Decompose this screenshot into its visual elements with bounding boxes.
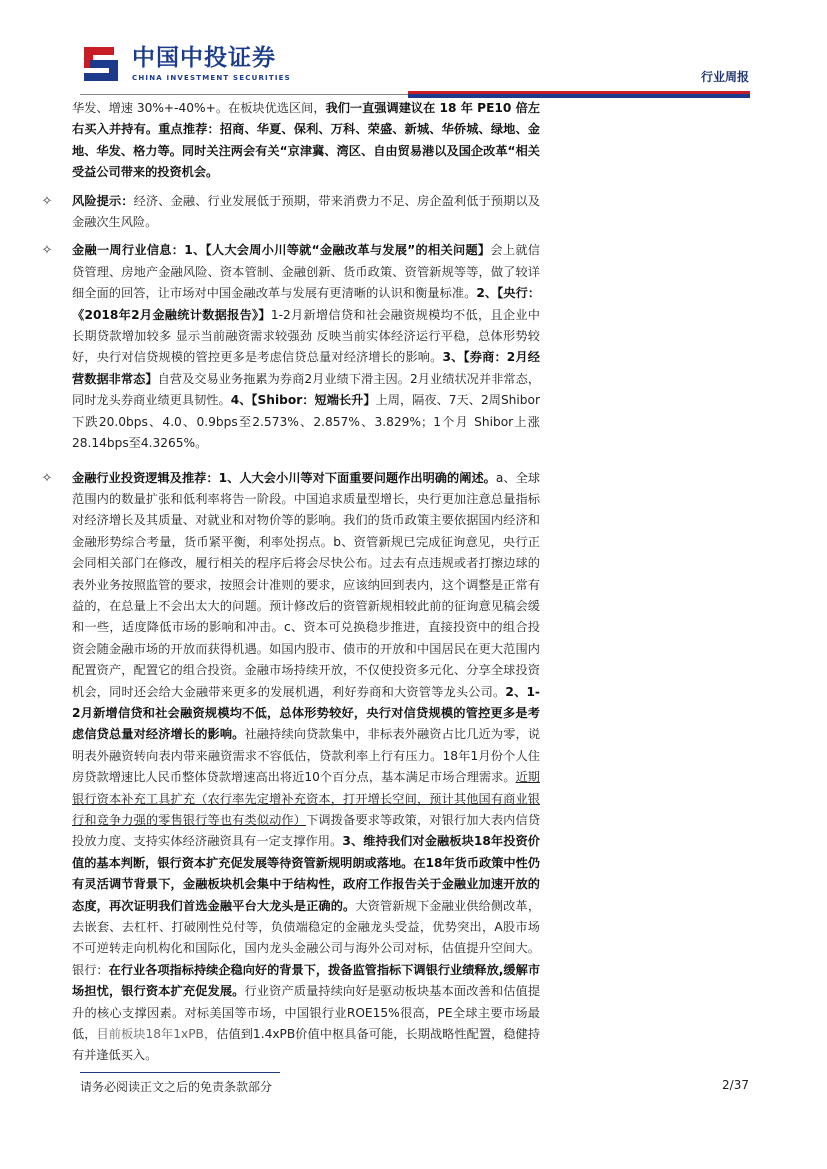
paragraph-text: [40, 191, 540, 234]
text-segment: 行业资产质量持续向好是驱动板块基本面改善和估值提升的核心支撑因素。对标美国等市场，中国银行业ROE15%很高，PE全球主要市场最低，: [72, 984, 541, 1042]
paragraph-text: [40, 240, 540, 454]
bold-heading: 金融一周行业信息：1、【人大会周小川等就“金融改革与发展”的相关问题】: [72, 243, 491, 258]
header-divider-gray: [80, 94, 408, 95]
diamond-bullet-icon: ✧: [41, 243, 53, 259]
diamond-bullet-icon: ✧: [41, 470, 53, 486]
diamond-bullet-icon: ✧: [41, 193, 53, 209]
report-body: [40, 98, 540, 1067]
bold-heading: 金融行业投资逻辑及推荐：1、人大会小川等对下面重要问题作出明确的阐述。: [72, 470, 496, 485]
bold-recommendation: 我们一直强调建议在 18 年 PE10 倍左右买入并持有。重点推荐：招商、华夏、保利、万科、荣盛、新城、华侨城、绿地、金地、华发、格力等。同时关注两会有关“京津冀、湾区、自由贸易港以及国企改革“相关受益公司带来的投资机会。: [72, 101, 540, 180]
text-segment: 会上就信贷管理、房地产金融风险、资本管制、金融创新、货币政策、资管新规等等，做了较详细全面的回答，让市场对中国金融改革与发展有更清晰的认识和衡量标准。: [72, 243, 540, 301]
bold-heading: 3、【券商：2月经营数据非常态】: [72, 350, 540, 386]
bold-heading: 在行业各项指标持续企稳向好的背景下，拨备监管指标下调银行业绩释放,缓解市场担忧，银行资本扩充促发展。: [72, 962, 541, 999]
underlined-text: 近期银行资本补充工具扩充（农行率先定增补充资本，打开增长空间，预计其他国有商业银行和竞争力强的零售银行等也有类似动作）: [72, 770, 540, 827]
text-segment: 大资管新规下金融业供给侧改革，去嵌套、去杠杆、打破刚性兑付等，负债端稳定的金融龙头受益，优势突出，A股市场不可逆转走向机构化和国际化，国内龙头金融公司与海外公司对标，估值提升空间大。银行：: [72, 898, 541, 977]
logo-english-name: CHINA INVESTMENT SECURITIES: [132, 74, 291, 82]
paragraph-text: [40, 468, 540, 1067]
text-segment: 社融持续向贷款集中，非标表外融资占比几近为零，说明表外融资转向表内带来融资需求不容低估，贷款利率上行有压力。18年1月份个人住房贷款增速比人民币整体贷款增速高出将近10个百分点，基本满足市场合理需求。: [72, 727, 541, 785]
text-segment: 上周，隔夜、7天、2周Shibor下跌20.0bps、4.0、0.9bps至2.573%、2.857%、3.829%；1个月 Shibor上涨28.14bps至4.3265%。: [72, 393, 540, 451]
gray-text-segment: 目前板块18年1xPB，: [96, 1027, 217, 1042]
text-segment: 自营及交易业务拖累为券商2月业绩下滑主因。2月业绩状况并非常态，同时龙头券商业绩更具韧性。: [72, 371, 541, 408]
bold-heading: 3、维持我们对金融板块18年投资价值的基本判断，银行资本扩充促发展等待资管新规明朗或落地。在18年货币政策中性仍有灵活调节背景下，金融板块机会集中于结构性，政府工作报告关于金融业加速开放的态度，再次证明我们首选金融平台大龙头是正确的。: [72, 834, 540, 913]
paragraph-text: [40, 98, 540, 184]
page-header: [0, 0, 827, 100]
company-logo: [80, 44, 291, 86]
paragraph-recommendation-continued: [40, 98, 540, 184]
report-type-label: 行业周报: [700, 70, 749, 84]
page-number: 2/37: [722, 1078, 749, 1092]
bold-heading: 2、【央行：《2018年2月金融统计数据报告》】: [72, 286, 541, 322]
text-segment: a、全球范围内的数量扩张和低利率将告一阶段。中国追求质量型增长，央行更加注意总量指标对经济增长及其质量、对就业和对物价等的影响。我们的货币政策主要依据国内经济和金融形势综合考量，货币紧平衡，利率处拐点。b、资管新规已完成征询意见，央行正会同相关部门在修改，履行相关的程序后将会尽快公布。过去有点违规或者打擦边球的表外业务按照监管的要求，按照会计准则的要求，应该纳回到表内，这个调整是正常有益的，在总量上不会出太大的问题。预计修改后的资管新规相较此前的征询意见稿会缓和一些，适度降低市场的影响和冲击。c、资本可兑换稳步推进，直接投资中的组合投资会随金融市场的开放而获得机遇。如国内股市、债市的开放和中国居民在更大范围内配置资产，配置它的组合投资。金融市场持续开放，不仅使投资多元化、分享全球投资机会，同时还会给大金融带来更多的发展机遇，利好券商和大资管等龙头公司。: [72, 470, 541, 699]
logo-mark-icon: [80, 44, 124, 84]
text-segment: 1-2月新增信贷和社会融资规模均不低，且企业中长期贷款增加较多 显示当前融资需求较强劲 反映当前实体经济运行平稳，总体形势较好，央行对信贷规模的管控更多是考虑信贷总量对经济增长的影响。: [72, 307, 540, 365]
paragraph-risk-warning: [40, 191, 540, 234]
text-segment: 华发、增速 30%+-40%+。在板块优选区间，: [72, 101, 326, 115]
paragraph-finance-weekly-news: [40, 240, 540, 454]
text-segment: 经济、金融、行业发展低于预期，带来消费力不足、房企盈利低于预期以及金融次生风险。: [72, 193, 541, 230]
footer-divider: [80, 1072, 280, 1073]
bold-heading: 4、【Shibor：短端长升】: [230, 393, 376, 408]
text-segment: 下调拨备要求等政策，对银行加大表内信贷投放力度、支持实体经济融资具有一定支撑作用。: [72, 813, 541, 849]
bold-heading: 风险提示：: [72, 193, 134, 208]
disclaimer-note: 请务必阅读正文之后的免责条款部分: [80, 1080, 273, 1094]
text-segment: 估值到1.4xPB价值中枢具备可能，长期战略性配置，稳健持有并逢低买入。: [72, 1027, 541, 1063]
logo-chinese-name: 中国中投证券: [132, 45, 276, 71]
paragraph-investment-logic: [40, 468, 540, 1067]
bold-heading: 2、1-2月新增信贷和社会融资规模均不低，总体形势较好，央行对信贷规模的管控更多是考虑信贷总量对经济增长的影响。: [72, 684, 540, 742]
